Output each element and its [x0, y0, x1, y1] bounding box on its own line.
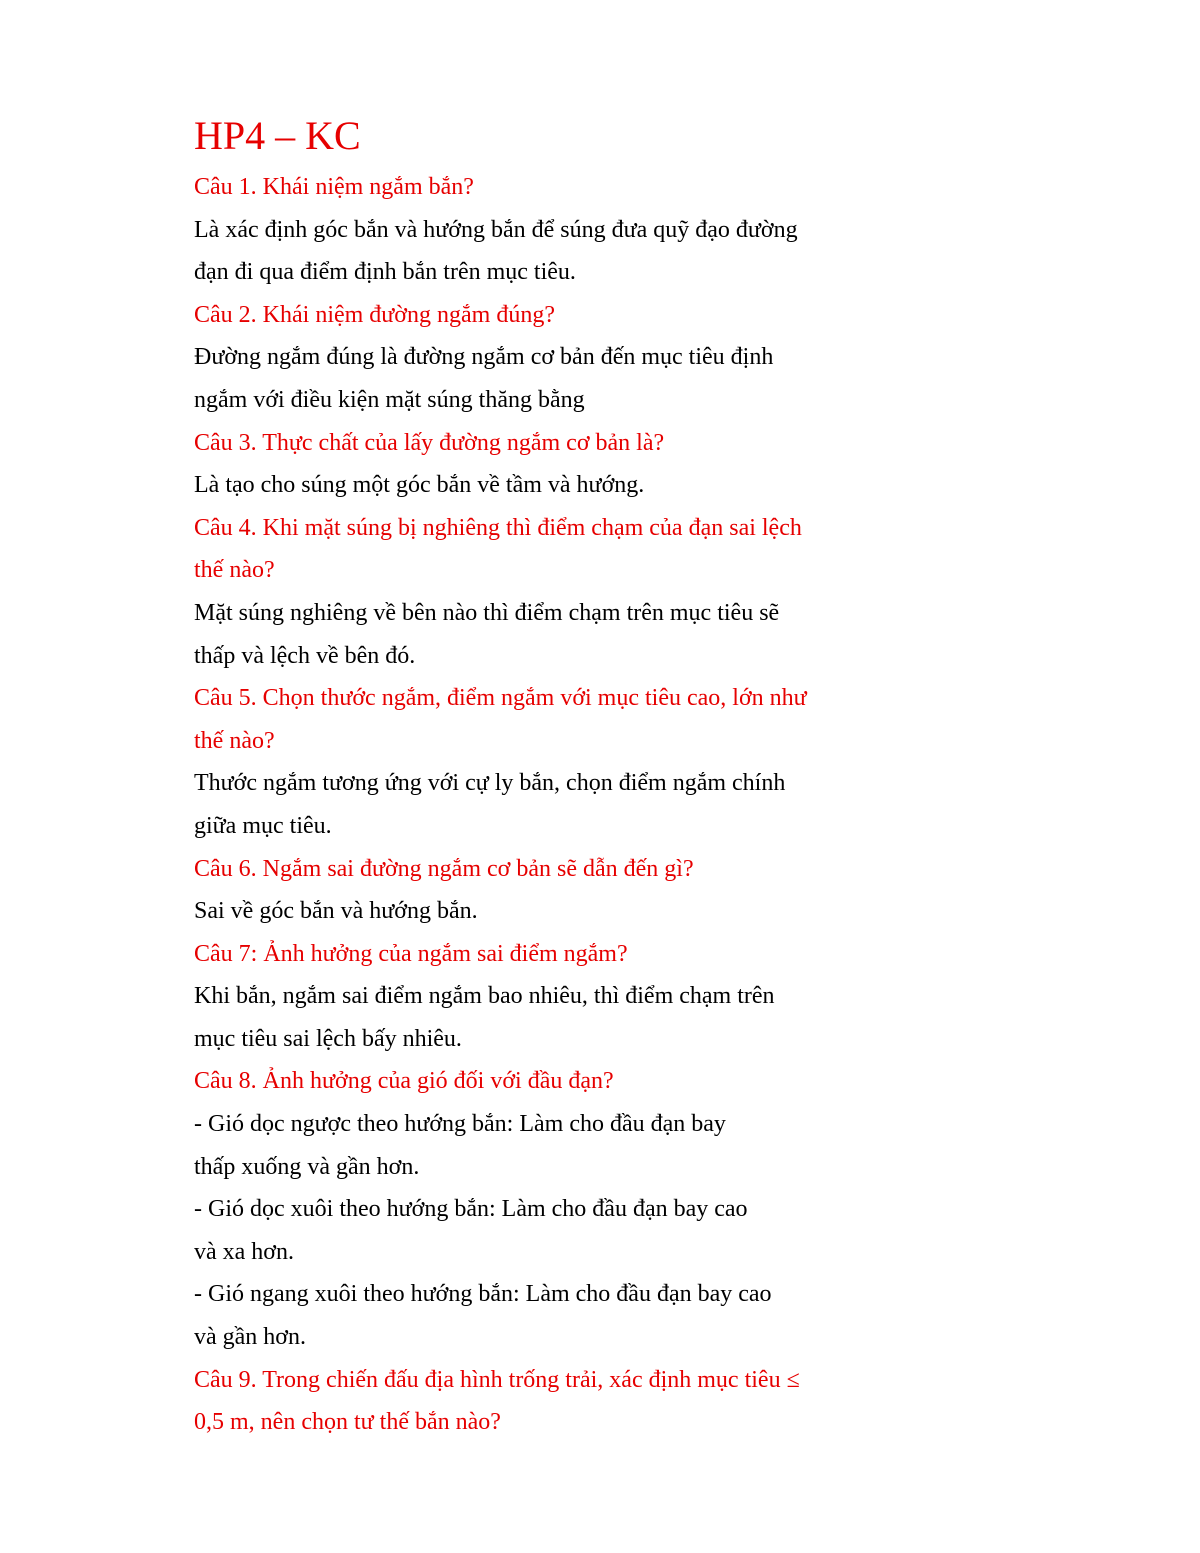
question-line: Câu 2. Khái niệm đường ngắm đúng?: [194, 301, 555, 328]
question-line: thế nào?: [194, 727, 275, 754]
answer-line: Sai về góc bắn và hướng bắn.: [194, 898, 478, 925]
answer-line: Khi bắn, ngắm sai điểm ngắm bao nhiêu, thì điểm chạm trên: [194, 983, 775, 1010]
answer-line: Mặt súng nghiêng về bên nào thì điểm chạm trên mục tiêu sẽ: [194, 599, 780, 626]
answer-line: thấp và lệch về bên đó.: [194, 642, 416, 669]
question-line: Câu 8. Ảnh hưởng của gió đối với đầu đạn?: [194, 1068, 614, 1095]
answer-line: - Gió dọc xuôi theo hướng bắn: Làm cho đầu đạn bay cao: [194, 1196, 748, 1223]
answer-line: Thước ngắm tương ứng với cự ly bắn, chọn điểm ngắm chính: [194, 770, 786, 797]
question-line: Câu 5. Chọn thước ngắm, điểm ngắm với mục tiêu cao, lớn như: [194, 685, 807, 712]
question-line: 0,5 m, nên chọn tư thế bắn nào?: [194, 1409, 501, 1436]
question-line: Câu 7: Ảnh hưởng của ngắm sai điểm ngắm?: [194, 940, 628, 967]
question-line: Câu 9. Trong chiến đấu địa hình trống trải, xác định mục tiêu ≤: [194, 1366, 800, 1393]
answer-line: giữa mục tiêu.: [194, 812, 332, 839]
answer-line: Là xác định góc bắn và hướng bắn để súng đưa quỹ đạo đường: [194, 216, 798, 243]
answer-line: ngắm với điều kiện mặt súng thăng bằng: [194, 386, 585, 413]
document-title: HP4 – KC: [194, 113, 361, 158]
question-line: Câu 4. Khi mặt súng bị nghiêng thì điểm chạm của đạn sai lệch: [194, 514, 802, 541]
answer-line: Là tạo cho súng một góc bắn về tầm và hướng.: [194, 472, 645, 499]
answer-line: Đường ngắm đúng là đường ngắm cơ bản đến mục tiêu định: [194, 344, 774, 371]
answer-line: đạn đi qua điểm định bắn trên mục tiêu.: [194, 259, 576, 286]
question-line: Câu 1. Khái niệm ngắm bắn?: [194, 174, 474, 200]
document-lines: [194, 166, 914, 1444]
question-line: Câu 3. Thực chất của lấy đường ngắm cơ bản là?: [194, 429, 665, 456]
answer-line: và xa hơn.: [194, 1238, 294, 1265]
question-line: Câu 6. Ngắm sai đường ngắm cơ bản sẽ dẫn đến gì?: [194, 855, 694, 882]
answer-line: thấp xuống và gần hơn.: [194, 1153, 420, 1180]
document-content: [194, 108, 914, 1444]
answer-line: - Gió ngang xuôi theo hướng bắn: Làm cho đầu đạn bay cao: [194, 1281, 772, 1308]
answer-line: và gần hơn.: [194, 1324, 306, 1351]
question-line: thế nào?: [194, 557, 275, 584]
answer-line: mục tiêu sai lệch bấy nhiêu.: [194, 1025, 462, 1052]
answer-line: - Gió dọc ngược theo hướng bắn: Làm cho đầu đạn bay: [194, 1111, 726, 1138]
